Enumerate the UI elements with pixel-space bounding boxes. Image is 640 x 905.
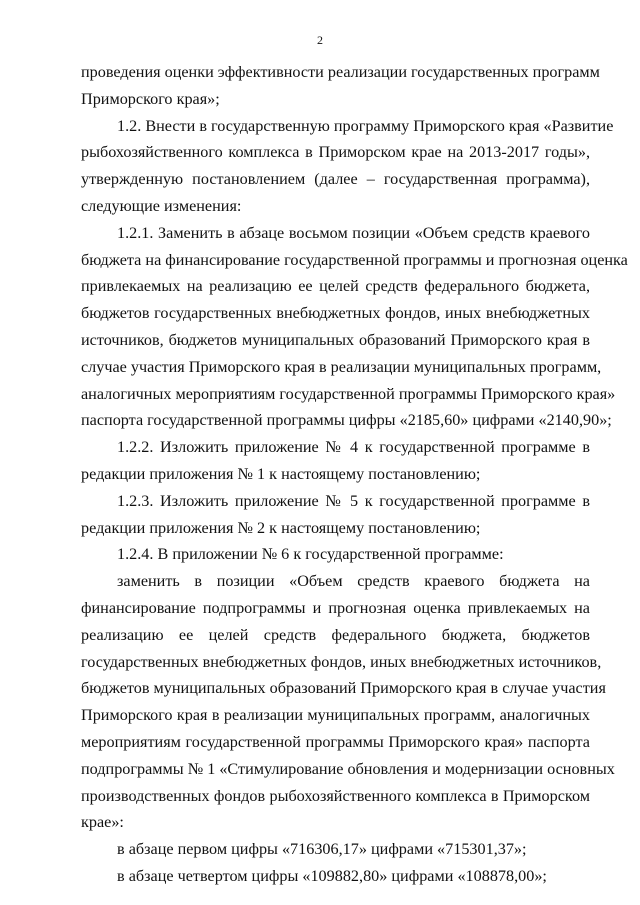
text-line: бюджетов муниципальных образований Приморского края в случае участия — [81, 679, 606, 698]
text-line: редакции приложения № 2 к настоящему постановлению; — [81, 518, 481, 537]
text-line: проведения оценки эффективности реализации государственных программ — [81, 63, 600, 81]
text-line: 1.2.1. Заменить в абзаце восьмом позиции «Объем средств краевого — [117, 223, 590, 242]
text-line: паспорта государственной программы цифры «2185,60» цифрами «2140,90»; — [81, 411, 612, 430]
text-line: государственных внебюджетных фондов, иных внебюджетных источников, — [81, 652, 602, 671]
text-line: подпрограммы № 1 «Стимулирование обновления и модернизации основных — [81, 759, 615, 778]
text-line: в абзаце четвертом цифры «109882,80» цифрами «108878,00»; — [117, 866, 547, 885]
text-line: бюджетов государственных внебюджетных фондов, иных внебюджетных — [81, 304, 590, 323]
text-line: реализацию ее целей средств федерального бюджета, бюджетов — [81, 625, 590, 644]
text-line: финансирование подпрограммы и прогнозная оценка привлекаемых на — [81, 598, 590, 617]
text-line: бюджета на финансирование государственной программы и прогнозная оценка — [81, 250, 628, 269]
text-line: Приморского края в реализации муниципальных программ, аналогичных — [81, 706, 590, 725]
text-line: аналогичных мероприятиям государственной программы Приморского края» — [81, 384, 616, 403]
text-line: привлекаемых на реализацию ее целей средств федерального бюджета, — [81, 277, 590, 296]
text-line: в абзаце первом цифры «716306,17» цифрами «715301,37»; — [117, 840, 527, 859]
text-line: мероприятиям государственной программы Приморского края» паспорта — [81, 732, 590, 751]
text-line: заменить в позиции «Объем средств краевого бюджета на — [117, 572, 590, 591]
text-line: 1.2. Внести в государственную программу Приморского края «Развитие — [117, 116, 614, 135]
text-line: Приморского края»; — [81, 89, 220, 108]
text-line: 1.2.2. Изложить приложение № 4 к государственной программе в — [117, 438, 590, 457]
text-line: утвержденную постановлением (далее – государственная программа), — [81, 170, 590, 189]
text-line: производственных фондов рыбохозяйственного комплекса в Приморском — [81, 786, 590, 805]
text-line: 1.2.3. Изложить приложение № 5 к государственной программе в — [117, 491, 590, 510]
text-line: следующие изменения: — [81, 196, 242, 215]
text-line: рыбохозяйственного комплекса в Приморском крае на 2013-2017 годы», — [81, 143, 590, 162]
text-line: редакции приложения № 1 к настоящему постановлению; — [81, 464, 481, 483]
text-line: 1.2.4. В приложении № 6 к государственной программе: — [117, 545, 504, 564]
text-line: источников, бюджетов муниципальных образований Приморского края в — [81, 330, 590, 349]
document-body — [81, 59, 628, 890]
page-number: 2 — [317, 33, 323, 47]
text-line: случае участия Приморского края в реализации муниципальных программ, — [81, 357, 602, 376]
text-line: крае»: — [81, 813, 124, 832]
